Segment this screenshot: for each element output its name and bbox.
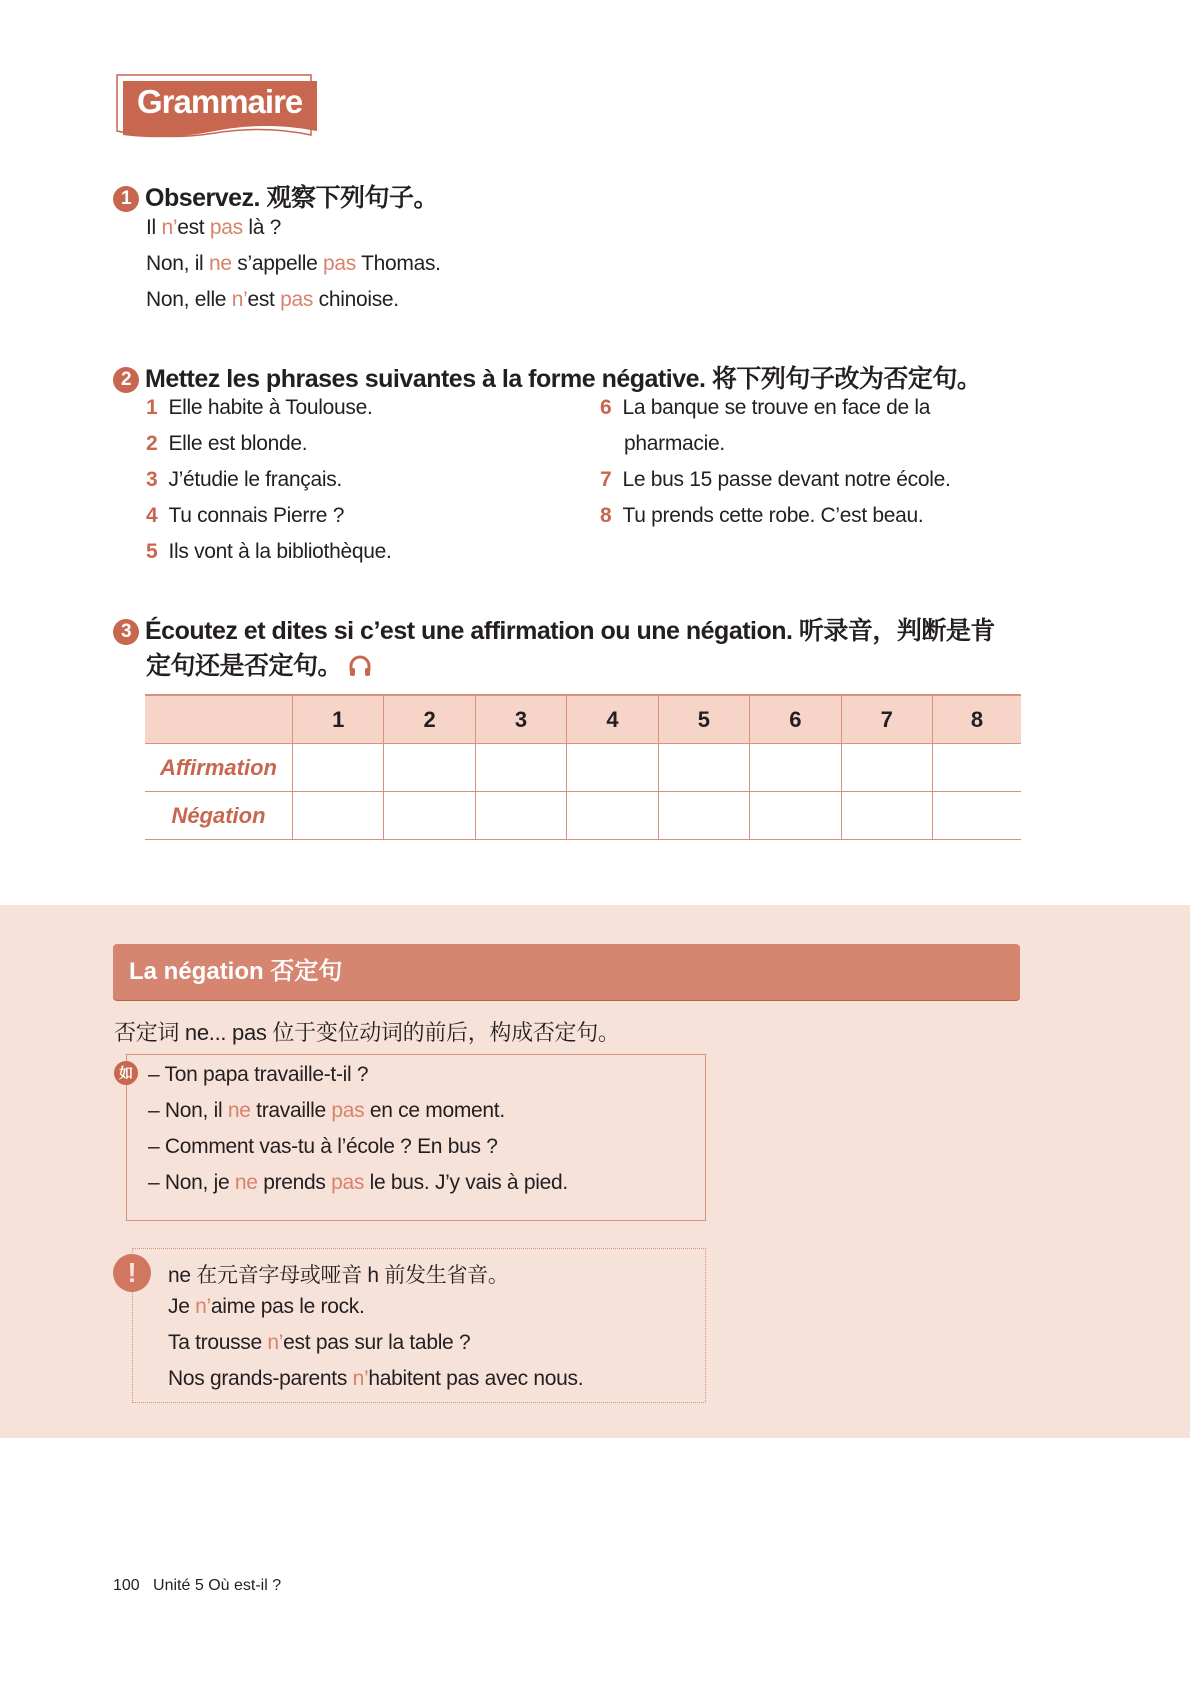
example-badge: 如 — [114, 1061, 138, 1085]
negation-word: ne — [234, 1171, 258, 1194]
text-segment: est — [247, 288, 281, 311]
column-header: 6 — [750, 695, 841, 744]
dialogue-line — [148, 1135, 498, 1159]
item-text: Elle est blonde. — [168, 432, 308, 455]
item-text: Tu prends cette robe. C’est beau. — [622, 504, 924, 527]
answer-cell[interactable] — [475, 792, 566, 840]
text-segment: ne 在元音字母或哑音 h 前发生省音。 — [168, 1264, 509, 1287]
text-segment: Non, il — [146, 252, 209, 275]
text-segment: – Non, je — [148, 1171, 235, 1194]
item-text: Elle habite à Toulouse. — [168, 396, 373, 419]
section-number: 1 — [113, 186, 139, 212]
text-segment: Non, elle — [146, 288, 232, 311]
answer-cell[interactable] — [567, 792, 658, 840]
text-segment: en ce moment. — [364, 1099, 505, 1122]
item-number: 8 — [600, 504, 612, 527]
negation-word: n’ — [161, 216, 178, 239]
example-sentence — [146, 252, 441, 276]
item-text: Le bus 15 passe devant notre école. — [622, 468, 951, 491]
section2-heading — [113, 359, 981, 395]
headphones-icon[interactable] — [348, 655, 372, 677]
column-header: 7 — [841, 695, 932, 744]
item-number: 6 — [600, 396, 612, 419]
dialogue-line — [148, 1063, 368, 1087]
item-text: La banque se trouve en face de la — [622, 396, 931, 419]
heading-text: Observez. 观察下列句子。 — [145, 184, 438, 212]
answer-cell[interactable] — [750, 792, 841, 840]
item-number: 2 — [146, 432, 158, 455]
column-header: 2 — [384, 695, 475, 744]
item-number: 5 — [146, 540, 158, 563]
item-number: 1 — [146, 396, 158, 419]
answer-cell[interactable] — [932, 792, 1021, 840]
column-header: 8 — [932, 695, 1021, 744]
negation-word: pas — [323, 252, 356, 275]
item-text-continued: pharmacie. — [624, 432, 725, 455]
text-segment: là ? — [242, 216, 282, 239]
answer-cell[interactable] — [841, 792, 932, 840]
note-line — [168, 1367, 583, 1391]
table-row — [145, 792, 1021, 840]
dialogue-line — [148, 1171, 568, 1195]
exercise-item — [600, 396, 930, 420]
text-segment: aime pas le rock. — [210, 1295, 365, 1318]
section-number: 3 — [113, 619, 139, 645]
text-segment: est pas sur la table ? — [283, 1331, 471, 1354]
row-label: Négation — [145, 792, 293, 840]
negation-word: ne — [208, 252, 232, 275]
example-sentence — [146, 288, 399, 312]
text-segment: chinoise. — [313, 288, 399, 311]
note-line — [168, 1331, 470, 1355]
note-line — [168, 1259, 509, 1289]
section-number: 2 — [113, 367, 139, 393]
text-segment: le bus. J’y vais à pied. — [364, 1171, 568, 1194]
text-segment: Ta trousse — [168, 1331, 268, 1354]
answer-cell[interactable] — [658, 792, 749, 840]
heading-text: 定句还是否定句。 — [146, 652, 343, 680]
text-segment: prends — [257, 1171, 332, 1194]
row-label: Affirmation — [145, 744, 293, 792]
footer — [113, 1577, 281, 1595]
negation-intro: 否定词 ne... pas 位于变位动词的前后，构成否定句。 — [114, 1020, 620, 1045]
unit-title: Unité 5 Où est-il ? — [153, 1577, 282, 1594]
text-segment: – Ton papa travaille-t-il ? — [148, 1063, 369, 1086]
answer-cell[interactable] — [658, 744, 749, 792]
heading-text: Mettez les phrases suivantes à la forme négative. 将下列句子改为否定句。 — [145, 365, 982, 393]
negation-word: n’ — [352, 1367, 369, 1390]
heading-text: Écoutez et dites si c’est une affirmation ou une négation. 听录音，判断是肯 — [145, 617, 995, 645]
dialogue-line — [148, 1099, 505, 1123]
answer-table — [145, 694, 1021, 840]
item-text: J’étudie le français. — [168, 468, 342, 491]
negation-word: pas — [280, 288, 314, 311]
item-number: 4 — [146, 504, 158, 527]
answer-cell[interactable] — [293, 744, 384, 792]
column-header: 5 — [658, 695, 749, 744]
negation-word: pas — [209, 216, 243, 239]
page-number: 100 — [113, 1577, 140, 1594]
section3-heading — [113, 611, 995, 647]
header-empty — [145, 695, 293, 744]
exercise-item — [146, 540, 392, 564]
text-segment: Nos grands-parents — [168, 1367, 353, 1390]
negation-word: ne — [227, 1099, 251, 1122]
negation-title: La négation 否定句 — [113, 944, 1020, 1000]
column-header: 3 — [475, 695, 566, 744]
exercise-item — [146, 432, 307, 456]
text-segment: travaille — [250, 1099, 332, 1122]
answer-cell[interactable] — [293, 792, 384, 840]
negation-word: n’ — [267, 1331, 284, 1354]
text-segment: Je — [168, 1295, 196, 1318]
column-header: 4 — [567, 695, 658, 744]
exercise-item — [600, 468, 951, 492]
exercise-item — [146, 396, 373, 420]
answer-cell[interactable] — [567, 744, 658, 792]
example-sentence — [146, 216, 281, 240]
answer-cell[interactable] — [475, 744, 566, 792]
section3-heading-line2 — [146, 646, 372, 682]
exclamation-icon: ! — [113, 1254, 151, 1292]
text-segment: est — [177, 216, 210, 239]
text-segment: Thomas. — [355, 252, 441, 275]
item-text: Tu connais Pierre ? — [168, 504, 345, 527]
negation-word: pas — [331, 1171, 365, 1194]
answer-cell[interactable] — [841, 744, 932, 792]
table-row — [145, 744, 1021, 792]
text-segment: – Comment vas-tu à l’école ? En bus ? — [148, 1135, 498, 1158]
item-text: Ils vont à la bibliothèque. — [168, 540, 392, 563]
exercise-item — [146, 504, 344, 528]
banner-title: Grammaire — [137, 83, 303, 120]
item-number: 3 — [146, 468, 158, 491]
text-segment: – Non, il — [148, 1099, 228, 1122]
text-segment: habitent pas avec nous. — [368, 1367, 584, 1390]
text-segment: s’appelle — [231, 252, 323, 275]
negation-word: n’ — [195, 1295, 211, 1318]
table-header-row — [145, 695, 1021, 744]
section1-heading — [113, 178, 438, 214]
text-segment: Il — [146, 216, 162, 239]
note-line — [168, 1295, 365, 1319]
column-header: 1 — [293, 695, 384, 744]
grammaire-banner — [115, 73, 319, 143]
answer-cell[interactable] — [384, 744, 475, 792]
negation-word: n’ — [231, 288, 248, 311]
answer-cell[interactable] — [932, 744, 1021, 792]
answer-cell[interactable] — [750, 744, 841, 792]
exercise-item — [600, 504, 923, 528]
answer-cell[interactable] — [384, 792, 475, 840]
item-number: 7 — [600, 468, 612, 491]
negation-word: pas — [331, 1099, 365, 1122]
exercise-item — [146, 468, 342, 492]
